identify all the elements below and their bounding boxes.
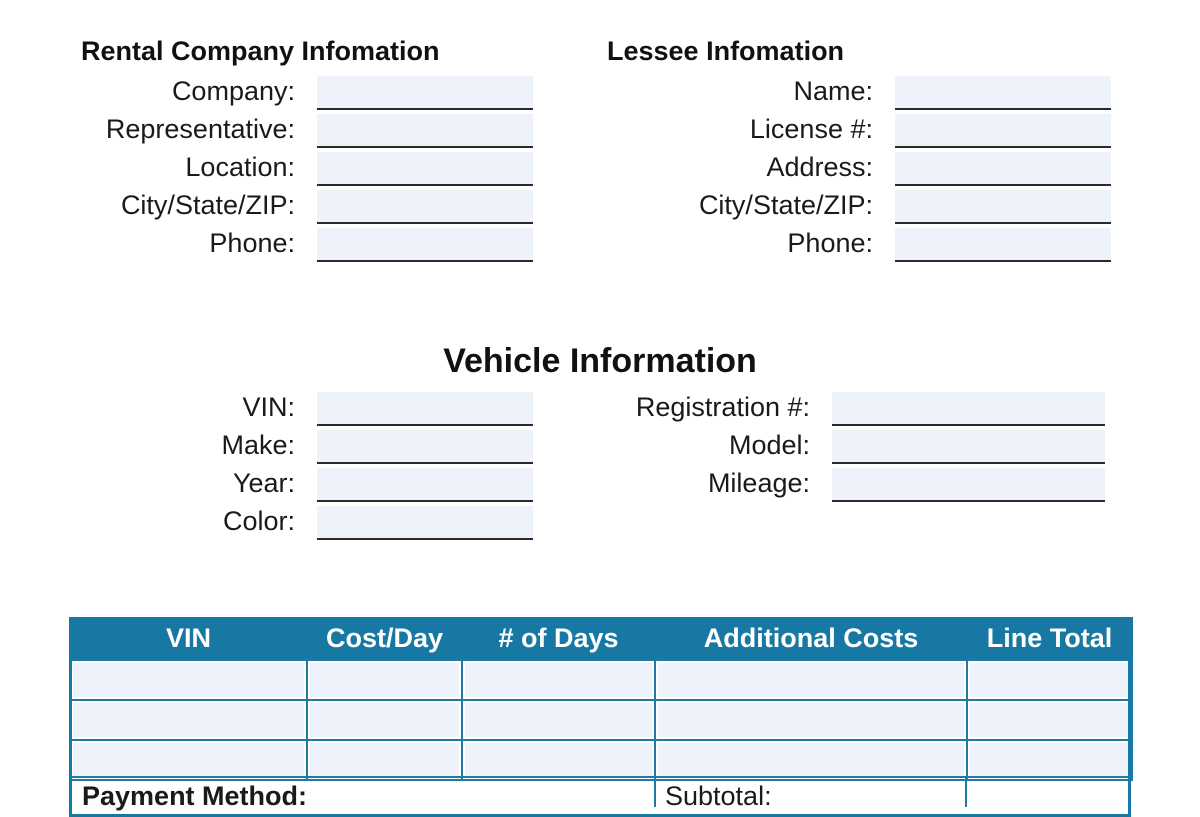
table-cell[interactable] bbox=[70, 660, 307, 700]
mileage-field[interactable] bbox=[832, 468, 1105, 502]
cell-value bbox=[970, 663, 1129, 697]
year-field[interactable] bbox=[317, 468, 533, 502]
vin-row bbox=[40, 388, 533, 426]
cell-value bbox=[310, 663, 459, 697]
cell-value bbox=[658, 703, 964, 737]
lessee-name-field[interactable] bbox=[895, 76, 1111, 110]
lessee-title: Lessee Infomation bbox=[607, 36, 845, 66]
table-row bbox=[70, 660, 1132, 700]
cell-value bbox=[310, 703, 459, 737]
year-row bbox=[40, 464, 533, 502]
mileage-label: Mileage: bbox=[707, 467, 810, 498]
lessee-phone-row bbox=[600, 224, 1111, 262]
table-cell[interactable] bbox=[655, 660, 967, 700]
company-phone-row bbox=[40, 224, 533, 262]
lessee-name-label: Name: bbox=[793, 75, 873, 106]
company-location-label: Location: bbox=[185, 151, 295, 182]
table-cell[interactable] bbox=[70, 700, 307, 740]
subtotal-label: Subtotal: bbox=[665, 781, 772, 811]
make-field[interactable] bbox=[317, 430, 533, 464]
color-label: Color: bbox=[222, 505, 295, 536]
lessee-license-label: License #: bbox=[749, 113, 873, 144]
make-row bbox=[40, 426, 533, 464]
table-cell[interactable] bbox=[307, 740, 462, 780]
column-header-vin: VIN bbox=[70, 617, 307, 660]
company-phone-label: Phone: bbox=[209, 227, 295, 258]
color-field[interactable] bbox=[317, 506, 533, 540]
registration-field[interactable] bbox=[832, 392, 1105, 426]
lessee-license-field[interactable] bbox=[895, 114, 1111, 148]
company-phone-field[interactable] bbox=[317, 228, 533, 262]
cell-value bbox=[970, 743, 1129, 777]
make-label: Make: bbox=[221, 429, 295, 460]
color-row bbox=[40, 502, 533, 540]
representative-field[interactable] bbox=[317, 114, 533, 148]
lessee-phone-field[interactable] bbox=[895, 228, 1111, 262]
table-header-row bbox=[70, 617, 1132, 660]
representative-row bbox=[40, 110, 533, 148]
column-header-num-days: # of Days bbox=[462, 617, 655, 660]
model-row bbox=[560, 426, 1105, 464]
lessee-city-state-zip-row bbox=[600, 186, 1111, 224]
company-city-state-zip-row bbox=[40, 186, 533, 224]
table-cell[interactable] bbox=[967, 660, 1132, 700]
table-cell[interactable] bbox=[307, 660, 462, 700]
company-label: Company: bbox=[171, 75, 295, 106]
company-row bbox=[40, 72, 533, 110]
cell-value bbox=[658, 743, 964, 777]
rental-company-title: Rental Company Infomation bbox=[81, 36, 440, 66]
vin-label: VIN: bbox=[242, 391, 295, 422]
lessee-address-row bbox=[600, 148, 1111, 186]
representative-label: Representative: bbox=[105, 113, 295, 144]
column-header-line-total: Line Total bbox=[967, 617, 1132, 660]
lessee-license-row bbox=[600, 110, 1111, 148]
cell-value bbox=[310, 743, 459, 777]
table-cell[interactable] bbox=[462, 700, 655, 740]
lessee-city-state-zip-label: City/State/ZIP: bbox=[698, 189, 873, 220]
lessee-address-field[interactable] bbox=[895, 152, 1111, 186]
payment-method-divider bbox=[654, 777, 656, 807]
model-label: Model: bbox=[728, 429, 810, 460]
cell-value bbox=[73, 703, 304, 737]
lessee-address-label: Address: bbox=[766, 151, 873, 182]
rental-charges-table bbox=[69, 617, 1133, 781]
company-location-row bbox=[40, 148, 533, 186]
table-cell[interactable] bbox=[655, 740, 967, 780]
cell-value bbox=[465, 703, 652, 737]
year-label: Year: bbox=[232, 467, 295, 498]
company-location-field[interactable] bbox=[317, 152, 533, 186]
table-cell[interactable] bbox=[655, 700, 967, 740]
mileage-row bbox=[560, 464, 1105, 502]
cell-value bbox=[465, 663, 652, 697]
company-city-state-zip-field[interactable] bbox=[317, 190, 533, 224]
lessee-name-row bbox=[600, 72, 1111, 110]
model-field[interactable] bbox=[832, 430, 1105, 464]
table-cell[interactable] bbox=[70, 740, 307, 780]
table-cell[interactable] bbox=[967, 740, 1132, 780]
payment-method-label: Payment Method: bbox=[82, 781, 308, 811]
lessee-phone-label: Phone: bbox=[787, 227, 873, 258]
cell-value bbox=[73, 663, 304, 697]
cell-value bbox=[73, 743, 304, 777]
company-city-state-zip-label: City/State/ZIP: bbox=[120, 189, 295, 220]
cell-value bbox=[465, 743, 652, 777]
cell-value bbox=[970, 703, 1129, 737]
footer-top-border bbox=[69, 776, 1131, 778]
column-header-cost-per-day: Cost/Day bbox=[307, 617, 462, 660]
table-cell[interactable] bbox=[307, 700, 462, 740]
table-row bbox=[70, 740, 1132, 780]
registration-row bbox=[560, 388, 1105, 426]
registration-label: Registration #: bbox=[635, 391, 810, 422]
table-cell[interactable] bbox=[967, 700, 1132, 740]
cell-value bbox=[658, 663, 964, 697]
vehicle-title: Vehicle Information bbox=[443, 342, 757, 380]
column-header-additional-costs: Additional Costs bbox=[655, 617, 967, 660]
vin-field[interactable] bbox=[317, 392, 533, 426]
table-row bbox=[70, 700, 1132, 740]
table-cell[interactable] bbox=[462, 740, 655, 780]
lessee-city-state-zip-field[interactable] bbox=[895, 190, 1111, 224]
table-cell[interactable] bbox=[462, 660, 655, 700]
company-field[interactable] bbox=[317, 76, 533, 110]
subtotal-divider bbox=[965, 777, 967, 807]
